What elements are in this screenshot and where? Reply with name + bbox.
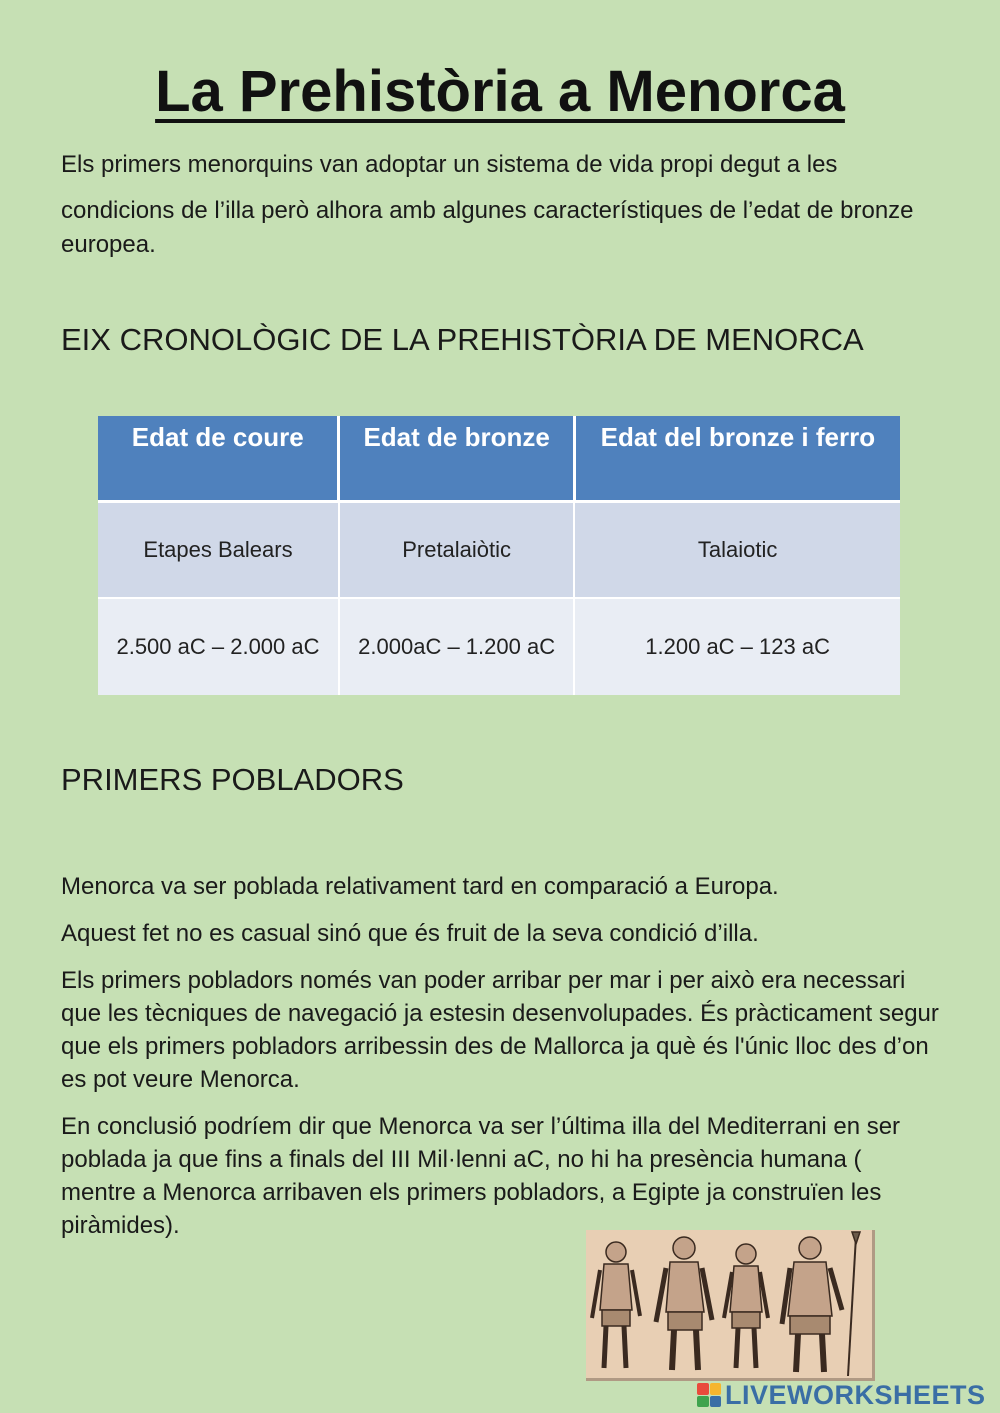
paragraph: En conclusió podríem dir que Menorca va ser l’última illa del Mediterrani en ser poblada ja que fins a finals del III Mil·lenni aC, no hi ha presència humana ( mentre a Menorca arribaven els primers pobladors, a Egipte ja construïen les piràmides). [61, 1113, 901, 1239]
liveworksheets-logo-icon [697, 1383, 721, 1407]
intro-line-1: Els primers menorquins van adoptar un sistema de vida propi degut a les [61, 151, 838, 178]
paragraph: Els primers pobladors només van poder arribar per mar i per això era necessari que les tècniques de navegació ja estesin desenvolupades. És pràcticament segur que els primers pobladors arribessin des de Mallorca ja què és l'únic lloc des d’on es pot veure Menorca. [61, 967, 939, 1093]
settlers-text [61, 870, 941, 1256]
table-row [98, 598, 900, 695]
table-cell: Etapes Balears [98, 502, 339, 599]
logo-tile-icon [710, 1383, 722, 1395]
logo-tile-icon [710, 1396, 722, 1408]
header-bronze-age: Edat de bronze [339, 416, 574, 502]
settlers-heading: PRIMERS POBLADORS [61, 762, 404, 797]
page-title: La Prehistòria a Menorca [155, 59, 845, 124]
table-cell: 1.200 aC – 123 aC [574, 598, 900, 695]
header-bronze-iron-age: Edat del bronze i ferro [574, 416, 900, 502]
brand-name: LIVEWORKSHEETS [725, 1379, 986, 1410]
liveworksheets-brand [697, 1380, 986, 1410]
logo-tile-icon [697, 1396, 709, 1408]
paragraph: Menorca va ser poblada relativament tard en comparació a Europa. [61, 873, 779, 900]
paragraph: Aquest fet no es casual sinó que és fruit de la seva condició d’illa. [61, 920, 759, 947]
chronology-heading: EIX CRONOLÒGIC DE LA PREHISTÒRIA DE MENORCA [61, 322, 864, 357]
intro-paragraph [61, 148, 941, 262]
header-copper-age: Edat de coure [98, 416, 339, 502]
table-cell: Talaiotic [574, 502, 900, 599]
logo-tile-icon [697, 1383, 709, 1395]
prehistoric-people-illustration [586, 1230, 875, 1381]
table-row [98, 502, 900, 599]
table-header-row [98, 416, 900, 502]
prehistoric-people-drawing [586, 1230, 872, 1378]
intro-line-2: condicions de l’illa però alhora amb algunes característiques de l’edat de bronze europea. [61, 197, 914, 258]
table-cell: 2.500 aC – 2.000 aC [98, 598, 339, 695]
table-cell: Pretalaiòtic [339, 502, 574, 599]
chronology-table [98, 416, 900, 695]
table-cell: 2.000aC – 1.200 aC [339, 598, 574, 695]
